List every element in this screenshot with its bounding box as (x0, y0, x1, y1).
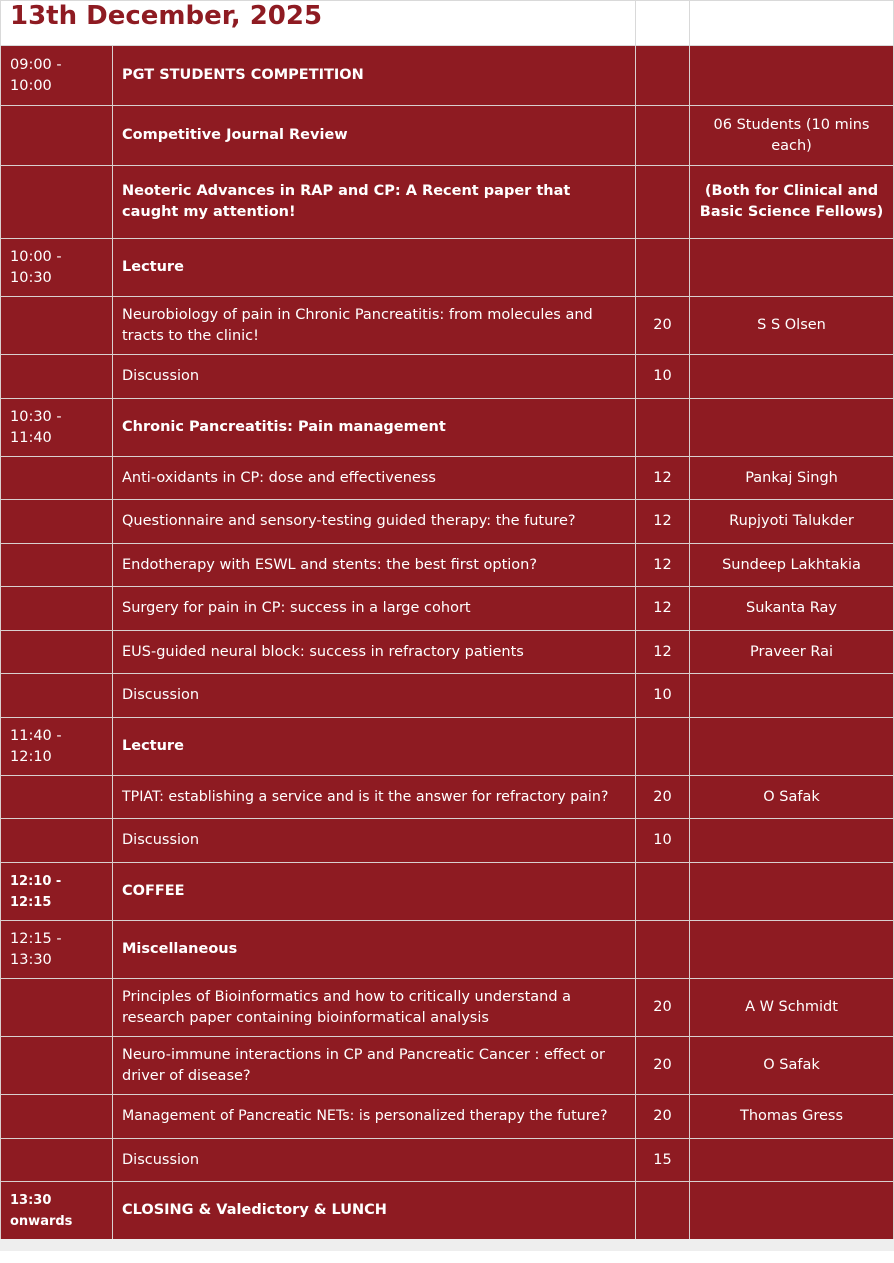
topic-cell: Lecture (113, 718, 636, 776)
topic-cell: Anti-oxidants in CP: dose and effectiveness (113, 457, 636, 500)
speaker-cell (690, 239, 894, 297)
time-line: 09:00 - (10, 56, 62, 73)
table-row (1, 863, 894, 921)
time-cell: 13:30 onwards (1, 1182, 113, 1240)
table-row (1, 106, 894, 166)
speaker-cell: A W Schmidt (690, 979, 894, 1037)
speaker-cell: Thomas Gress (690, 1095, 894, 1139)
time-cell (1, 631, 113, 674)
speaker-cell (690, 399, 894, 457)
duration-cell: 20 (636, 1037, 690, 1095)
table-row (1, 776, 894, 819)
time-cell (1, 166, 113, 239)
table-row (1, 46, 894, 106)
speaker-cell: O Safak (690, 1037, 894, 1095)
duration-cell: 12 (636, 587, 690, 631)
time-cell: 10:00 - 10:30 (1, 239, 113, 297)
topic-cell: Discussion (113, 1139, 636, 1182)
time-cell: 12:10 - 12:15 (1, 863, 113, 921)
topic-cell: Neuro-immune interactions in CP and Pancreatic Cancer : effect or driver of disease? (113, 1037, 636, 1095)
speaker-cell: Sundeep Lakhtakia (690, 544, 894, 587)
date-header-blank (636, 1, 690, 46)
time-cell (1, 457, 113, 500)
duration-cell (636, 239, 690, 297)
time-cell (1, 1095, 113, 1139)
table-row (1, 1037, 894, 1095)
date-heading: 13th December, 2025 (10, 1, 323, 31)
speaker-cell (690, 863, 894, 921)
table-row (1, 921, 894, 979)
topic-cell: Competitive Journal Review (113, 106, 636, 166)
speaker-cell (690, 674, 894, 718)
speaker-cell (690, 1139, 894, 1182)
duration-cell (636, 166, 690, 239)
speaker-cell: S S Olsen (690, 297, 894, 355)
speaker-cell: 06 Students (10 mins each) (690, 106, 894, 166)
duration-cell (636, 399, 690, 457)
topic-cell: Discussion (113, 355, 636, 399)
time-cell (1, 46, 113, 106)
time-cell (1, 587, 113, 631)
date-header-row (1, 1, 894, 46)
topic-cell: Surgery for pain in CP: success in a large cohort (113, 587, 636, 631)
time-cell (1, 979, 113, 1037)
speaker-cell (690, 819, 894, 863)
table-row (1, 544, 894, 587)
duration-cell: 12 (636, 544, 690, 587)
time-cell (1, 1139, 113, 1182)
speaker-cell (690, 718, 894, 776)
speaker-cell (690, 921, 894, 979)
topic-cell: CLOSING & Valedictory & LUNCH (113, 1182, 636, 1240)
duration-cell (636, 1182, 690, 1240)
topic-cell: Discussion (113, 819, 636, 863)
speaker-cell: Praveer Rai (690, 631, 894, 674)
speaker-cell (690, 355, 894, 399)
table-row (1, 355, 894, 399)
topic-cell: Lecture (113, 239, 636, 297)
duration-cell: 12 (636, 631, 690, 674)
time-cell (1, 297, 113, 355)
topic-cell: Neurobiology of pain in Chronic Pancreatitis: from molecules and tracts to the clinic! (113, 297, 636, 355)
speaker-cell: O Safak (690, 776, 894, 819)
topic-cell: EUS-guided neural block: success in refractory patients (113, 631, 636, 674)
table-row (1, 297, 894, 355)
duration-cell (636, 863, 690, 921)
time-cell (1, 500, 113, 544)
topic-cell: Neoteric Advances in RAP and CP: A Recent paper that caught my attention! (113, 166, 636, 239)
speaker-cell: Rupjyoti Talukder (690, 500, 894, 544)
table-row (1, 718, 894, 776)
table-row (1, 1139, 894, 1182)
time-cell (1, 776, 113, 819)
table-row (1, 1095, 894, 1139)
date-header-blank (690, 1, 894, 46)
duration-cell (636, 718, 690, 776)
table-row (1, 399, 894, 457)
time-cell (1, 674, 113, 718)
topic-cell: Principles of Bioinformatics and how to critically understand a research paper containing bioinformatical analysis (113, 979, 636, 1037)
table-row (1, 631, 894, 674)
topic-cell: PGT STUDENTS COMPETITION (113, 46, 636, 106)
duration-cell (636, 106, 690, 166)
topic-cell: TPIAT: establishing a service and is it the answer for refractory pain? (113, 776, 636, 819)
duration-cell (636, 921, 690, 979)
topic-cell: Miscellaneous (113, 921, 636, 979)
time-cell (1, 544, 113, 587)
speaker-cell (690, 1182, 894, 1240)
time-cell: 11:40 - 12:10 (1, 718, 113, 776)
duration-cell (636, 46, 690, 106)
date-header-cell (1, 1, 636, 46)
duration-cell: 10 (636, 819, 690, 863)
table-row (1, 166, 894, 239)
topic-cell: COFFEE (113, 863, 636, 921)
duration-cell: 20 (636, 776, 690, 819)
duration-cell: 20 (636, 297, 690, 355)
time-cell (1, 106, 113, 166)
duration-cell: 15 (636, 1139, 690, 1182)
table-row (1, 819, 894, 863)
speaker-cell: Pankaj Singh (690, 457, 894, 500)
time-cell (1, 819, 113, 863)
table-row (1, 1182, 894, 1240)
duration-cell: 10 (636, 355, 690, 399)
time-cell (1, 355, 113, 399)
speaker-cell: Sukanta Ray (690, 587, 894, 631)
duration-cell: 12 (636, 457, 690, 500)
table-row (1, 239, 894, 297)
topic-cell: Endotherapy with ESWL and stents: the best first option? (113, 544, 636, 587)
table-row (1, 500, 894, 544)
table-row (1, 587, 894, 631)
time-cell: 10:30 - 11:40 (1, 399, 113, 457)
speaker-cell (690, 46, 894, 106)
bottom-strip (0, 1239, 894, 1251)
duration-cell: 20 (636, 1095, 690, 1139)
time-cell (1, 1037, 113, 1095)
table-row (1, 674, 894, 718)
topic-cell: Questionnaire and sensory-testing guided therapy: the future? (113, 500, 636, 544)
duration-cell: 10 (636, 674, 690, 718)
time-line: 10:00 (10, 77, 52, 94)
table-row (1, 457, 894, 500)
table-row (1, 979, 894, 1037)
duration-cell: 12 (636, 500, 690, 544)
duration-cell: 20 (636, 979, 690, 1037)
time-cell: 12:15 - 13:30 (1, 921, 113, 979)
topic-cell: Management of Pancreatic NETs: is personalized therapy the future? (113, 1095, 636, 1139)
topic-cell: Discussion (113, 674, 636, 718)
topic-cell: Chronic Pancreatitis: Pain management (113, 399, 636, 457)
speaker-cell: (Both for Clinical and Basic Science Fellows) (690, 166, 894, 239)
